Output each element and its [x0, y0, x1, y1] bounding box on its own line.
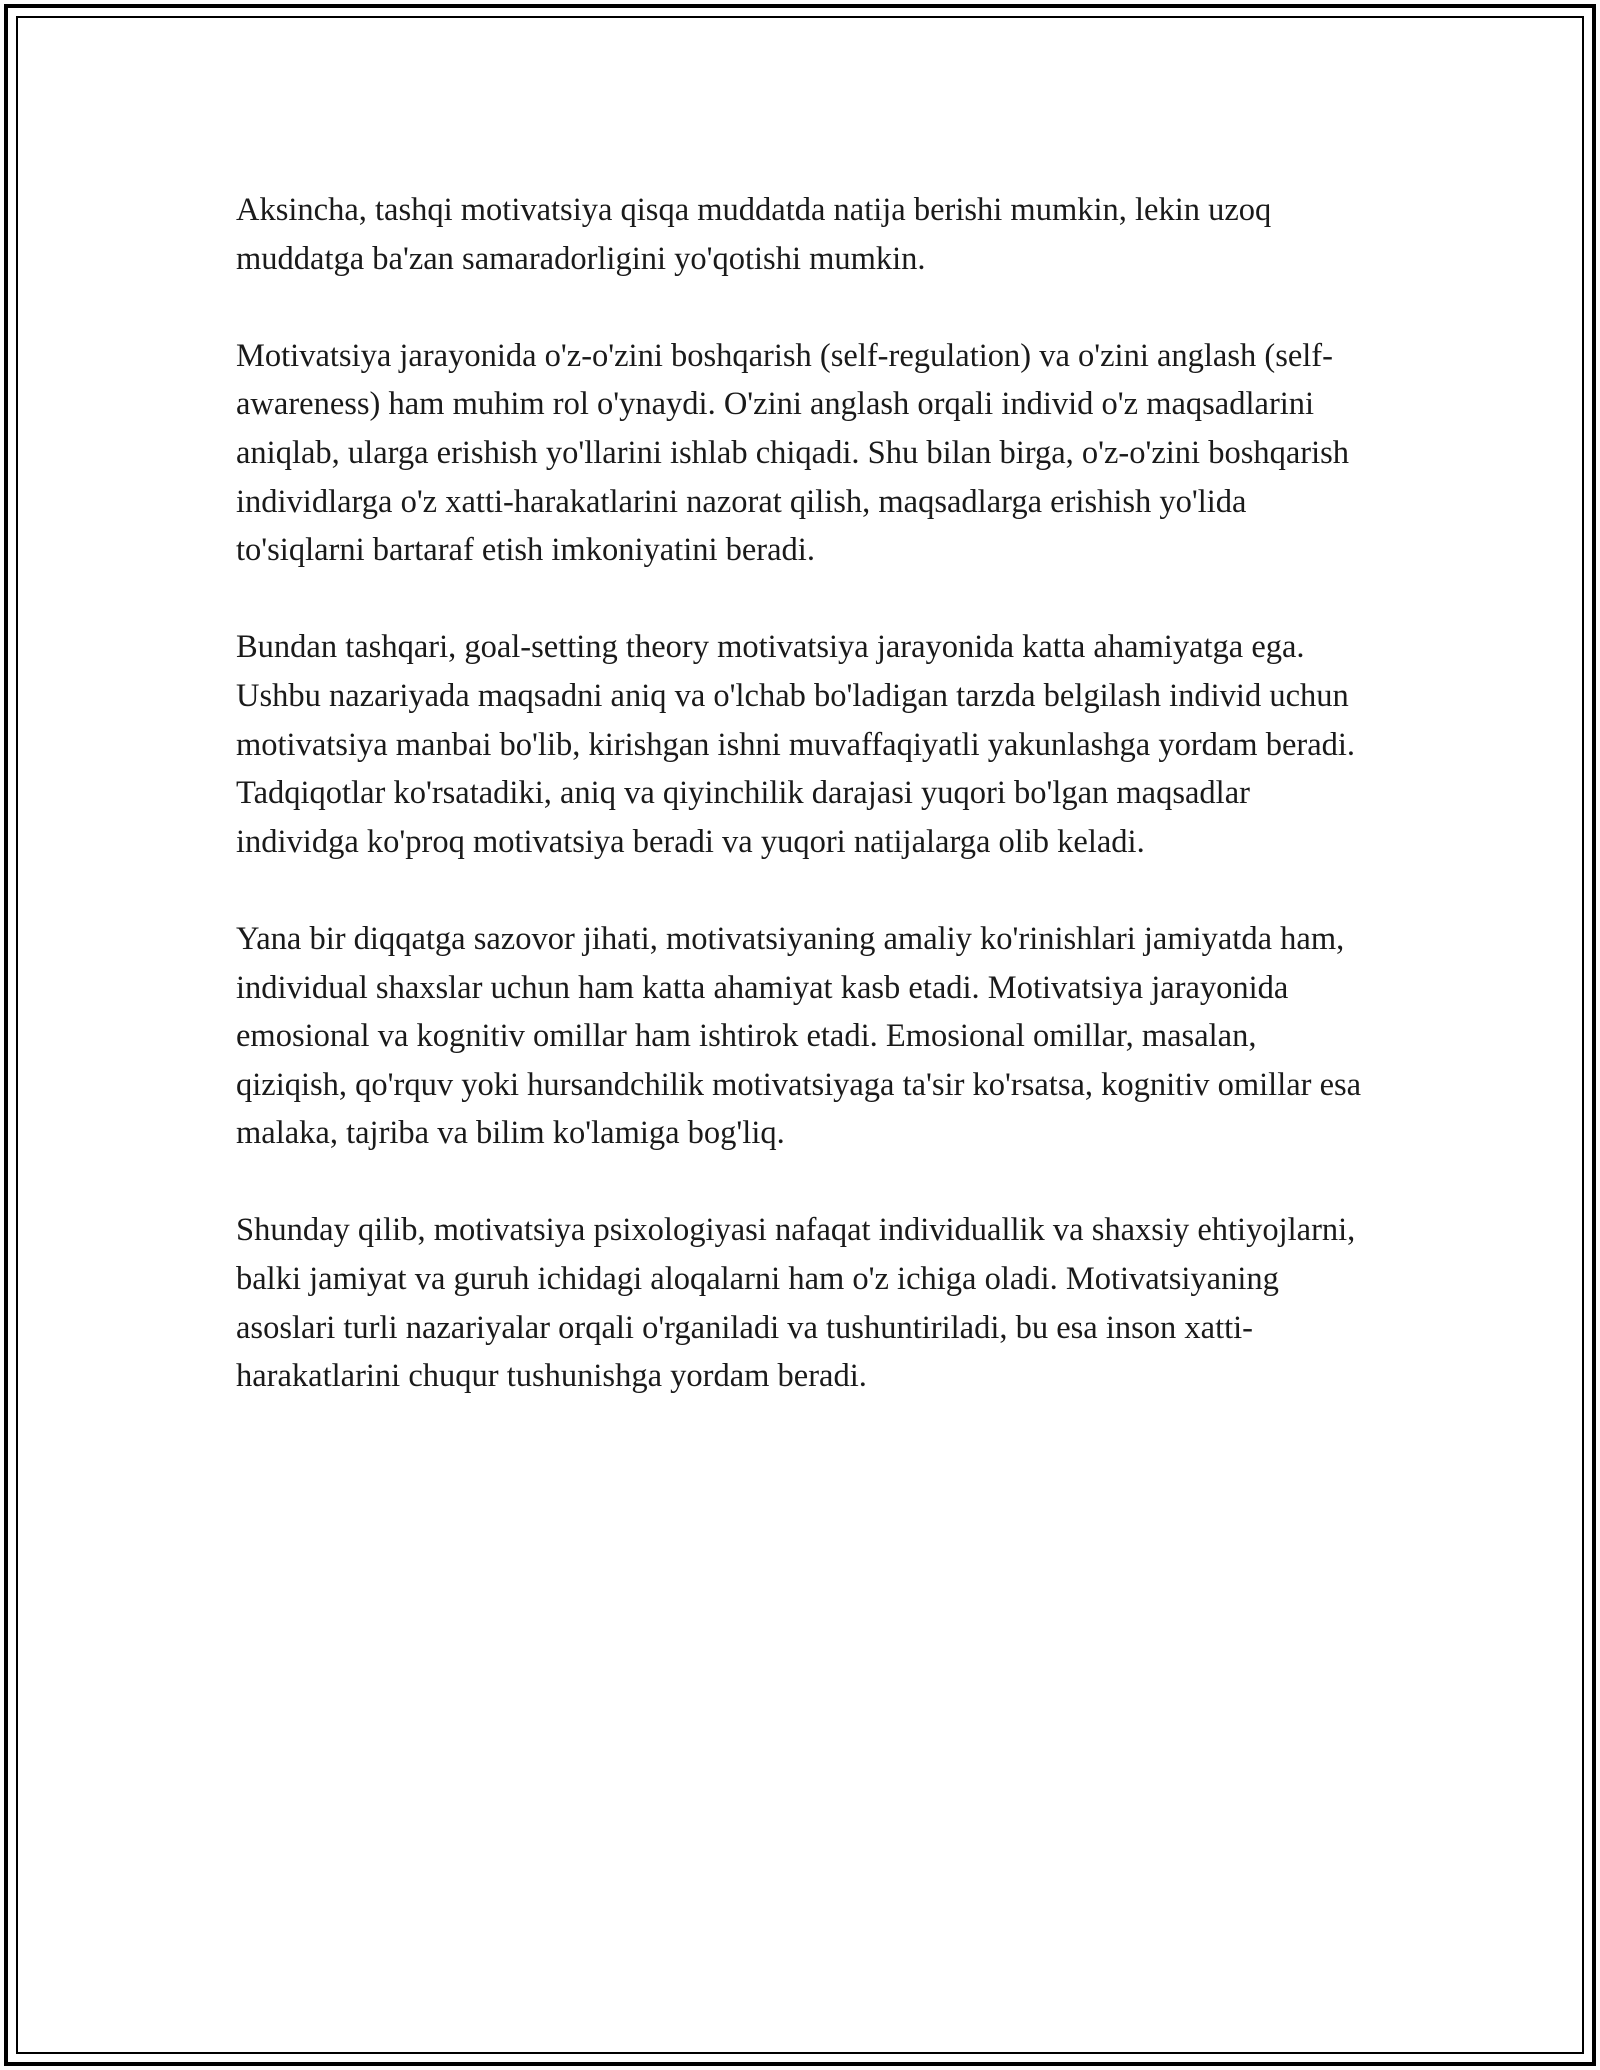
paragraph-3: Bundan tashqari, goal-setting theory motivatsiya jarayonida katta ahamiyatga ega. Ushbu nazariyada maqsadni aniq va o'lchab bo'ladigan tarzda belgilash individ uchun motivatsiya manbai bo'lib, kirishgan ishni muvaffaqiyatli yakunlashga yordam beradi. Tadqiqotlar ko'rsatadiki, aniq va qiyinchilik darajasi yuqori bo'lgan maqsadlar individga ko'proq motivatsiya beradi va yuqori natijalarga olib keladi.: [236, 629, 1356, 860]
paragraph-5: Shunday qilib, motivatsiya psixologiyasi nafaqat individuallik va shaxsiy ehtiyojlarni, balki jamiyat va guruh ichidagi aloqalarni ham o'z ichiga oladi. Motivatsiyaning asoslari turli nazariyalar orqali o'rganiladi va tushuntiriladi, bu esa inson xatti-harakatlarini chuqur tushunishga yordam beradi.: [236, 1212, 1356, 1395]
paragraph-4: Yana bir diqqatga sazovor jihati, motivatsiyaning amaliy ko'rinishlari jamiyatda ham, individual shaxslar uchun ham katta ahamiyat kasb etadi. Motivatsiya jarayonida emosional va kognitiv omillar ham ishtirok etadi. Emosional omillar, masalan, qiziqish, qo'rquv yoki hursandchilik motivatsiyaga ta'sir ko'rsatsa, kognitiv omillar esa malaka, tajriba va bilim ko'lamiga bog'liq.: [236, 920, 1362, 1152]
paragraph-2: Motivatsiya jarayonida o'z-o'zini boshqarish (self-regulation) va o'zini anglash (self-awareness) ham muhim rol o'ynaydi. O'zini anglash orqali individ o'z maqsadlarini aniqlab, ularga erishish yo'llarini ishlab chiqadi. Shu bilan birga, o'z-o'zini boshqarish individlarga o'z xatti-harakatlarini nazorat qilish, maqsadlarga erishish yo'lida to'siqlarni bartaraf etish imkoniyatini beradi.: [236, 337, 1350, 569]
paragraph-1: Aksincha, tashqi motivatsiya qisqa muddatda natija berishi mumkin, lekin uzoq muddatga ba'zan samaradorligini yo'qotishi mumkin.: [236, 192, 1272, 277]
document-body: [236, 186, 1371, 1449]
